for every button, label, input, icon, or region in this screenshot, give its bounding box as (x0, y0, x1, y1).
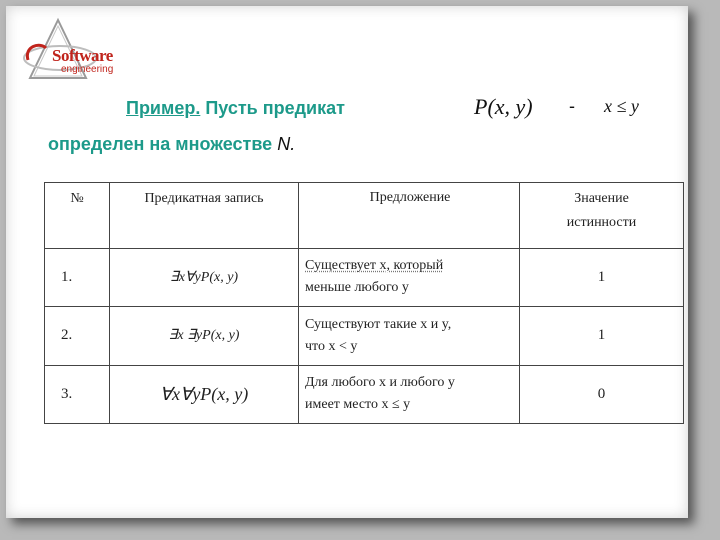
table-header-row (45, 183, 684, 249)
row-sentence-line2: имеет место x ≤ y (305, 397, 411, 413)
example-text: Пусть предикат (200, 98, 345, 118)
slide (6, 6, 688, 518)
formula-dash: - (569, 96, 575, 116)
predicate-condition: x ≤ y (604, 96, 639, 116)
row-sentence-line2: меньше любого y (305, 280, 409, 296)
row-number: 3. (45, 365, 110, 423)
example-line-2-text: определен на множестве (48, 134, 278, 154)
period: . (290, 134, 296, 154)
set-n: N (277, 134, 291, 154)
table-row (45, 248, 684, 306)
row-sentence (299, 248, 520, 306)
row-sentence-line1: Существуют такие x и y, (305, 316, 452, 332)
row-sentence-line1: Для любого x и любого y (305, 375, 455, 391)
row-value: 1 (520, 248, 684, 306)
row-expression: ∃x ∃yP(x, y) (110, 307, 299, 365)
predicate-table (44, 182, 684, 424)
header-value-line1: Значение (574, 191, 629, 206)
row-expression: ∀x∀yP(x, y) (110, 365, 299, 423)
example-line-2 (48, 134, 295, 155)
predicate-formula: P(x, y) (474, 94, 533, 119)
row-value: 1 (520, 307, 684, 365)
header-value-line2: истинности (566, 215, 637, 230)
row-sentence-line1: Существует x, который (305, 258, 444, 274)
header-number: № (45, 183, 110, 249)
table-row (45, 307, 684, 365)
row-number: 1. (45, 248, 110, 306)
example-label: Пример. (126, 98, 201, 118)
row-value: 0 (520, 365, 684, 423)
header-sentence: Предложение (299, 183, 520, 249)
logo-text-engineering: engineering (61, 64, 114, 75)
logo-text-software: Software (52, 46, 113, 65)
header-value (520, 183, 684, 249)
row-sentence (299, 307, 520, 365)
software-engineering-logo (20, 16, 120, 90)
row-expression: ∃x∀yP(x, y) (110, 248, 299, 306)
table-row (45, 365, 684, 423)
example-heading (126, 98, 345, 119)
header-predicate: Предикатная запись (110, 183, 299, 249)
row-number: 2. (45, 307, 110, 365)
row-sentence (299, 365, 520, 423)
row-sentence-line2: что x < y (305, 338, 358, 354)
